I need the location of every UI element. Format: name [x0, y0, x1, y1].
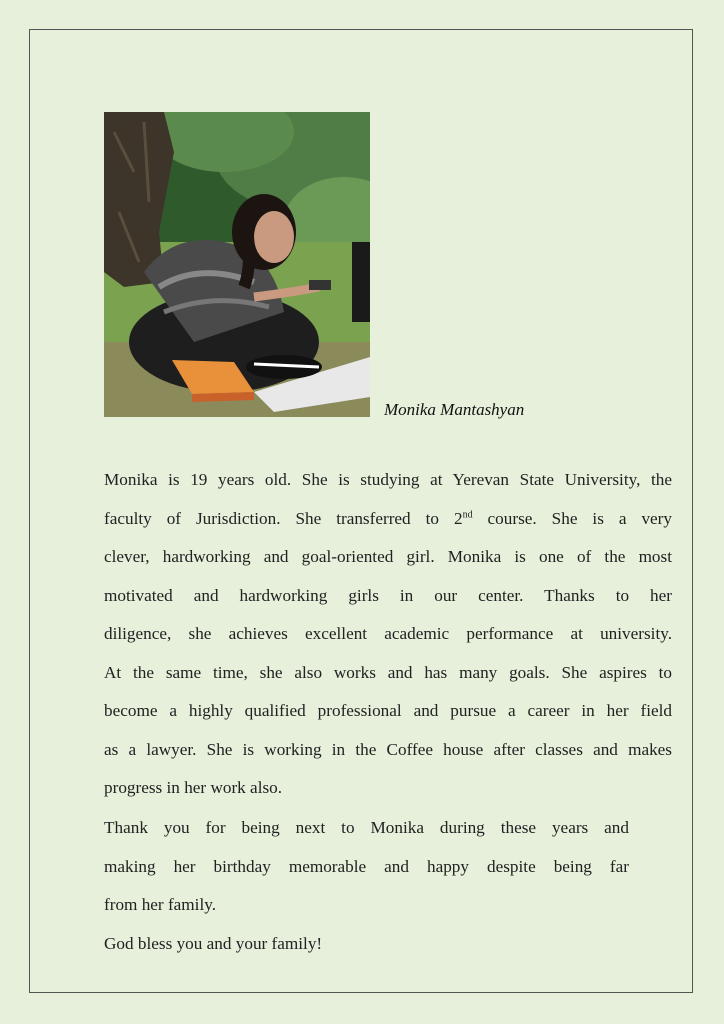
bio-line-4: motivated and hardworking girls in our center. Thanks to her: [104, 585, 672, 605]
bio-line-7: become a highly qualified professional and pursue a career in her field: [104, 701, 672, 720]
blessing-line: God bless you and your family!: [104, 933, 323, 953]
bio-line-8: as a lawyer. She is working in the Coffee house after classes and makes: [104, 739, 672, 759]
thanks-line-1-after: during these years and: [423, 818, 629, 837]
thanks-line-2: making her birthday memorable and happy despite being far: [104, 856, 629, 876]
biography-paragraph: [104, 461, 672, 808]
bio-line-2-after: course. She is a very: [472, 508, 672, 528]
bio-line-2: [104, 500, 672, 539]
portrait-photo: [104, 112, 370, 417]
photo-caption: Monika Mantashyan: [384, 400, 525, 419]
bio-line-5: diligence, she achieves excellent academic performance at university.: [104, 624, 672, 643]
thanks-line-1: [104, 809, 629, 848]
portrait-photo-illustration: [104, 112, 370, 417]
highlighted-name: Monika: [370, 818, 424, 837]
thanks-paragraph: [104, 809, 629, 963]
bio-line-6: At the same time, she also works and has many goals. She aspires to: [104, 662, 672, 682]
bio-line-3: clever, hardworking and goal-oriented girl. Monika is one of the most: [104, 547, 672, 566]
thanks-line-1-before: Thank you for being next to: [104, 818, 371, 837]
bio-line-1: Monika is 19 years old. She is studying at Yerevan State University, the: [104, 470, 672, 489]
ordinal-superscript: nd: [462, 508, 473, 520]
thanks-line-3: from her family.: [104, 895, 216, 914]
bio-line-2-before: faculty of Jurisdiction. She transferred to 2: [104, 508, 463, 528]
bio-line-9: progress in her work also.: [104, 778, 283, 797]
